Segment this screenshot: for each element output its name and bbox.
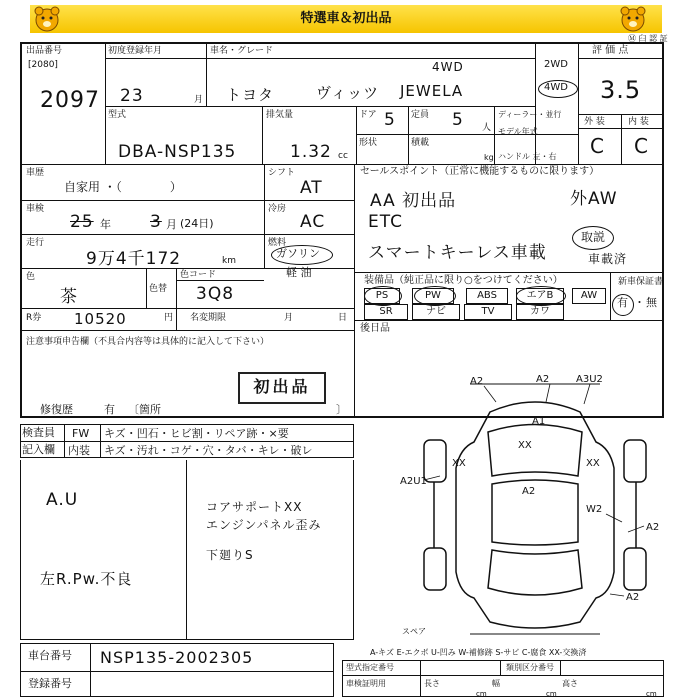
displacement-label: 排気量 (266, 110, 294, 120)
equip-leather: カワ (516, 304, 564, 320)
mark-6: XX (586, 458, 600, 469)
doors-label: ドア (359, 110, 377, 120)
rating-label: 評 価 点 (592, 45, 629, 56)
equip-tv: TV (464, 304, 512, 320)
inspector-row1-head: FW (72, 427, 90, 440)
mark-3: A1 (532, 416, 546, 427)
warranty-sep: ・ (634, 296, 645, 309)
name-change-day: 日 (338, 313, 348, 323)
inspection-year-unit: 年 (100, 218, 111, 231)
recycle-label: R券 (26, 313, 42, 323)
mark-9: W2 (586, 504, 603, 515)
color-value: 茶 (60, 287, 78, 307)
capacity-label: 定員 (411, 110, 430, 120)
ext-label: 外 装 (584, 117, 605, 127)
inspection-note: (24日) (180, 217, 214, 230)
notes-label: 注意事項申告欄（不具合内容等は具体的に記入して下さい） (26, 337, 270, 347)
mark-1: A2 (536, 374, 550, 385)
width-unit: cm (546, 690, 557, 698)
displacement-unit: cc (338, 151, 348, 161)
name-label: 車名・グレード (210, 46, 274, 56)
mascot-right-icon (618, 4, 648, 34)
int-grade: C (634, 134, 649, 158)
mark-2: A3U2 (576, 374, 603, 385)
load-label: 積載 (411, 138, 430, 148)
repair-bracket: 〔箇所 (128, 403, 161, 416)
car-maker: トヨタ (226, 86, 275, 104)
model-code-value: DBA-NSP135 (118, 142, 237, 162)
model-year-label: モデル年式 (498, 127, 538, 136)
model-spec-label: 型式指定番号 (346, 663, 394, 672)
mileage-value: 9万4千172 (86, 249, 182, 269)
equip-pw: PW (412, 288, 454, 304)
header-banner (30, 5, 662, 33)
lot-label: 出品番号 (26, 46, 63, 56)
mark-5: XX (452, 458, 466, 469)
capacity-unit: 人 (482, 123, 492, 133)
model-code-label: 型式 (108, 110, 127, 120)
remarks-right3: 下廻りS (206, 548, 254, 562)
remarks-right2: エンジンパネル歪み (206, 518, 322, 532)
length-unit: cm (476, 690, 487, 698)
repair-close: 〕 (336, 403, 347, 416)
cert-label: 車検証明用 (346, 679, 386, 688)
equip-pw-ring (414, 286, 456, 306)
category-label: 類別区分番号 (506, 663, 554, 672)
banner-title: 特選車＆初出品 (300, 11, 392, 26)
sp-line3: スマートキーレス車載 (368, 243, 547, 263)
selling-points-label: セールスポイント（正常に機能するものに限ります） (360, 166, 600, 177)
remarks-left1: A.U (46, 490, 79, 510)
sp-stamp2: 車載済 (588, 252, 628, 266)
height-label: 高さ (562, 679, 578, 688)
sp-line1b: 外AW (570, 189, 618, 209)
notes-stamp-frame (238, 372, 326, 404)
warranty-yes: 有 (617, 296, 628, 309)
usage-label: 車歴 (26, 168, 45, 178)
color-tone-label: 色替 (149, 284, 168, 294)
height-unit: cm (646, 690, 657, 698)
inspection-month-unit: 月 (166, 218, 177, 231)
car-model: ヴィッツ (316, 84, 380, 102)
recycle-unit: 円 (164, 313, 174, 323)
dealer-label: ディーラー・並行 (498, 110, 562, 119)
mark-11: A2 (626, 592, 640, 603)
car-drive: 4WD (432, 60, 464, 74)
color-code: 3Q8 (196, 284, 235, 304)
name-change-label: 名変期限 (190, 313, 227, 323)
first-reg-month-unit: 月 (194, 95, 204, 105)
length-label: 長さ (424, 679, 440, 688)
car-grade: JEWELA (400, 82, 464, 100)
repair-label: 修復歴 (40, 403, 73, 416)
chassis-value: NSP135-2002305 (100, 648, 254, 667)
repair-value: 有 (104, 403, 115, 416)
ac-value: AC (300, 212, 326, 232)
damage-legend: A-キズ E-エクボ U-凹み W-補修跡 S-サビ C-腐食 XX-交換済 (370, 648, 587, 657)
equip-aw: AW (572, 288, 606, 304)
equip-ps-ring (364, 286, 402, 306)
capacity-value: 5 (452, 110, 464, 130)
fuel-gas: ガソリン (276, 247, 320, 260)
mileage-unit: km (222, 256, 236, 266)
rear-seat-label: 後日品 (360, 323, 390, 334)
mark-10: A2 (646, 522, 660, 533)
sp-stamp-ring (572, 226, 614, 250)
equipment-label: 装備品（純正品に限り○をつけてください） (364, 275, 563, 286)
front-note: スペア (402, 627, 426, 636)
chassis-label: 車台番号 (28, 649, 72, 662)
equip-sr: SR (364, 304, 408, 320)
ext-grade: C (590, 134, 605, 158)
remarks-box (20, 460, 354, 640)
inspector-row2-head: 内装 (68, 444, 90, 457)
usage-value: 自家用 ・（ ） (64, 180, 182, 194)
mark-8: A2U1 (400, 476, 427, 487)
color-code-label: 色コード (180, 270, 217, 280)
shape-label: 形状 (359, 138, 378, 148)
first-reg-year: 23 (120, 86, 144, 106)
equip-navi: ナビ (412, 304, 460, 320)
registration-label: 登録番号 (28, 677, 72, 690)
inspector-row2: キズ・汚れ・コゲ・穴・タバ・キレ・破レ (104, 444, 313, 457)
drive-opt-2wd: 2WD (544, 59, 568, 70)
shift-label: シフト (268, 168, 296, 178)
corner-text: Ⓜ 臼 認 証 (628, 34, 668, 43)
lot-number: 2097 (40, 88, 100, 113)
handle-label: ハンドル 左・右 (498, 152, 557, 161)
ac-label: 冷房 (268, 204, 287, 214)
color-label: 色 (26, 272, 36, 282)
equip-abs: ABS (466, 288, 508, 304)
inspector-row1: キズ・凹石・ヒビ割・リペア跡・×要 (104, 427, 289, 440)
inspection-year: 25 (70, 212, 94, 232)
width-label: 幅 (492, 679, 500, 688)
equip-ps: PS (364, 288, 400, 304)
notes-stamp: 初出品 (253, 377, 311, 396)
warranty-no: 無 (646, 296, 657, 309)
inspection-month: 3 (150, 212, 162, 232)
shift-value: AT (300, 178, 323, 198)
displacement-value: 1.32 (290, 142, 332, 162)
mark-0: A2 (470, 376, 484, 387)
recycle-value: 10520 (74, 310, 127, 328)
inspector-label1: 検査員 (22, 426, 55, 439)
fuel-circle-mark (271, 245, 333, 265)
equip-airbag: エアB (516, 288, 564, 304)
doors-value: 5 (384, 110, 396, 130)
rating-score: 3.5 (600, 76, 642, 104)
first-reg-label: 初度登録年月 (108, 46, 163, 56)
inspection-label: 車検 (26, 204, 45, 214)
name-change-month: 月 (284, 313, 294, 323)
car-damage-diagram (400, 372, 670, 644)
sp-stamp: 取説 (580, 230, 605, 244)
drive-opt-4wd: 4WD (544, 82, 568, 93)
mark-4: XX (518, 440, 532, 451)
inspector-label2: 記入欄 (22, 443, 55, 456)
load-unit: kg (484, 153, 494, 162)
mark-7: A2 (522, 486, 536, 497)
lot-sub-number: [2080] (28, 60, 58, 70)
int-label: 内 装 (628, 117, 649, 127)
mileage-label: 走行 (26, 238, 45, 248)
remarks-left2: 左R.Pw.不良 (40, 570, 133, 588)
sp-line1: AA 初出品 (370, 191, 457, 211)
fuel-label: 燃料 (268, 238, 287, 248)
fuel-light: 軽 油 (286, 266, 312, 279)
warranty-label: 新車保証書 (618, 277, 664, 287)
remarks-right1: コアサポートXX (206, 500, 303, 514)
sp-line2: ETC (368, 212, 403, 232)
equip-airbag-ring (516, 286, 566, 306)
mascot-left-icon (32, 4, 62, 34)
